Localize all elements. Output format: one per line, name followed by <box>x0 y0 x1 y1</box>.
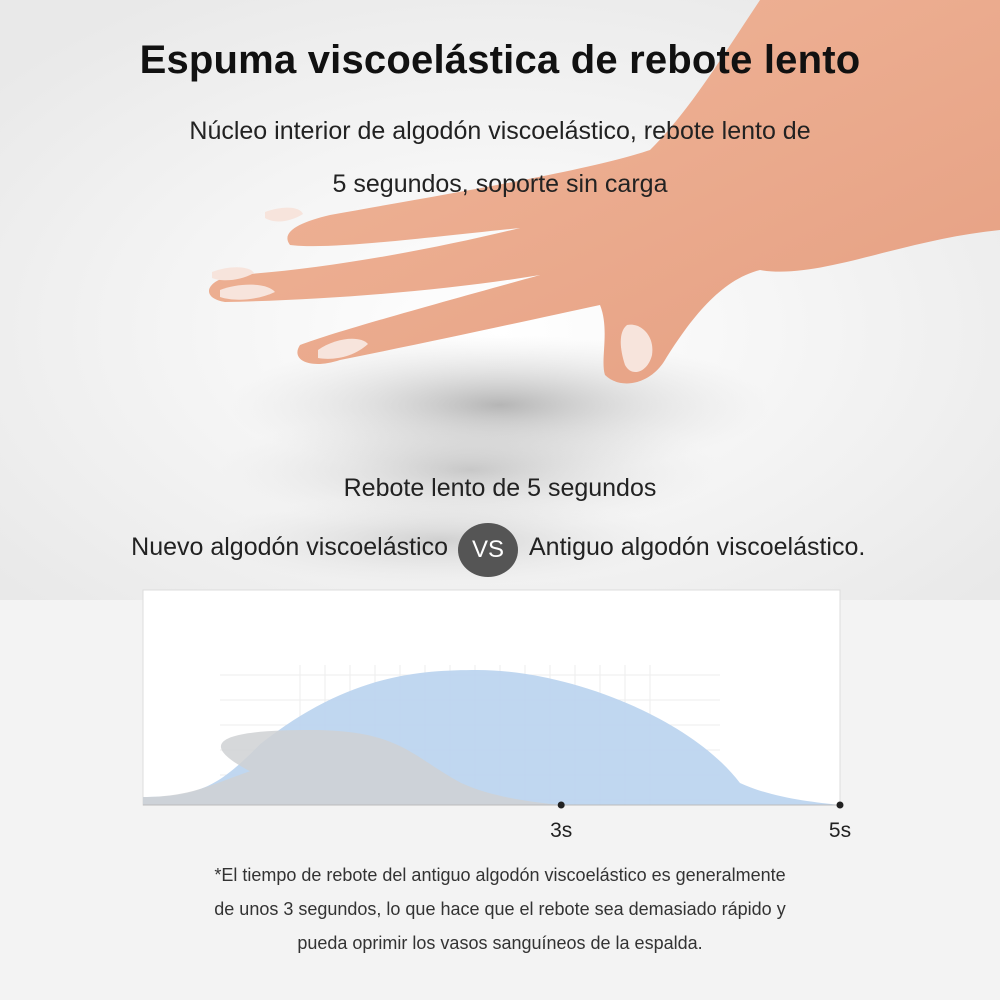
comparison-row <box>0 523 1000 577</box>
rebound-chart-svg <box>0 580 1000 850</box>
new-foam-label: Nuevo algodón viscoelástico <box>131 533 448 561</box>
vs-badge: VS <box>458 523 518 577</box>
old-foam-label: Antiguo algodón viscoelástico. <box>529 533 866 561</box>
tick-marker-3 <box>558 802 565 809</box>
subtitle-line-2: 5 segundos, soporte sin carga <box>332 170 668 198</box>
footnote-line-2: de unos 3 segundos, lo que hace que el rebote sea demasiado rápido y <box>214 899 786 919</box>
tick-label-3: 3s <box>550 819 573 842</box>
footnote-line-3: pueda oprimir los vasos sanguíneos de la espalda. <box>297 933 703 953</box>
footnote <box>100 858 900 960</box>
subtitle-line-1: Núcleo interior de algodón viscoelástico, rebote lento de <box>189 117 811 145</box>
rebound-chart <box>0 580 1000 850</box>
tick-marker-5 <box>837 802 844 809</box>
rebound-label: Rebote lento de 5 segundos <box>343 474 657 502</box>
footnote-line-1: *El tiempo de rebote del antiguo algodón viscoelástico es generalmente <box>214 865 786 885</box>
tick-label-5: 5s <box>828 819 852 842</box>
chart-ticks <box>550 802 851 843</box>
page-title: Espuma viscoelástica de rebote lento <box>139 38 861 82</box>
